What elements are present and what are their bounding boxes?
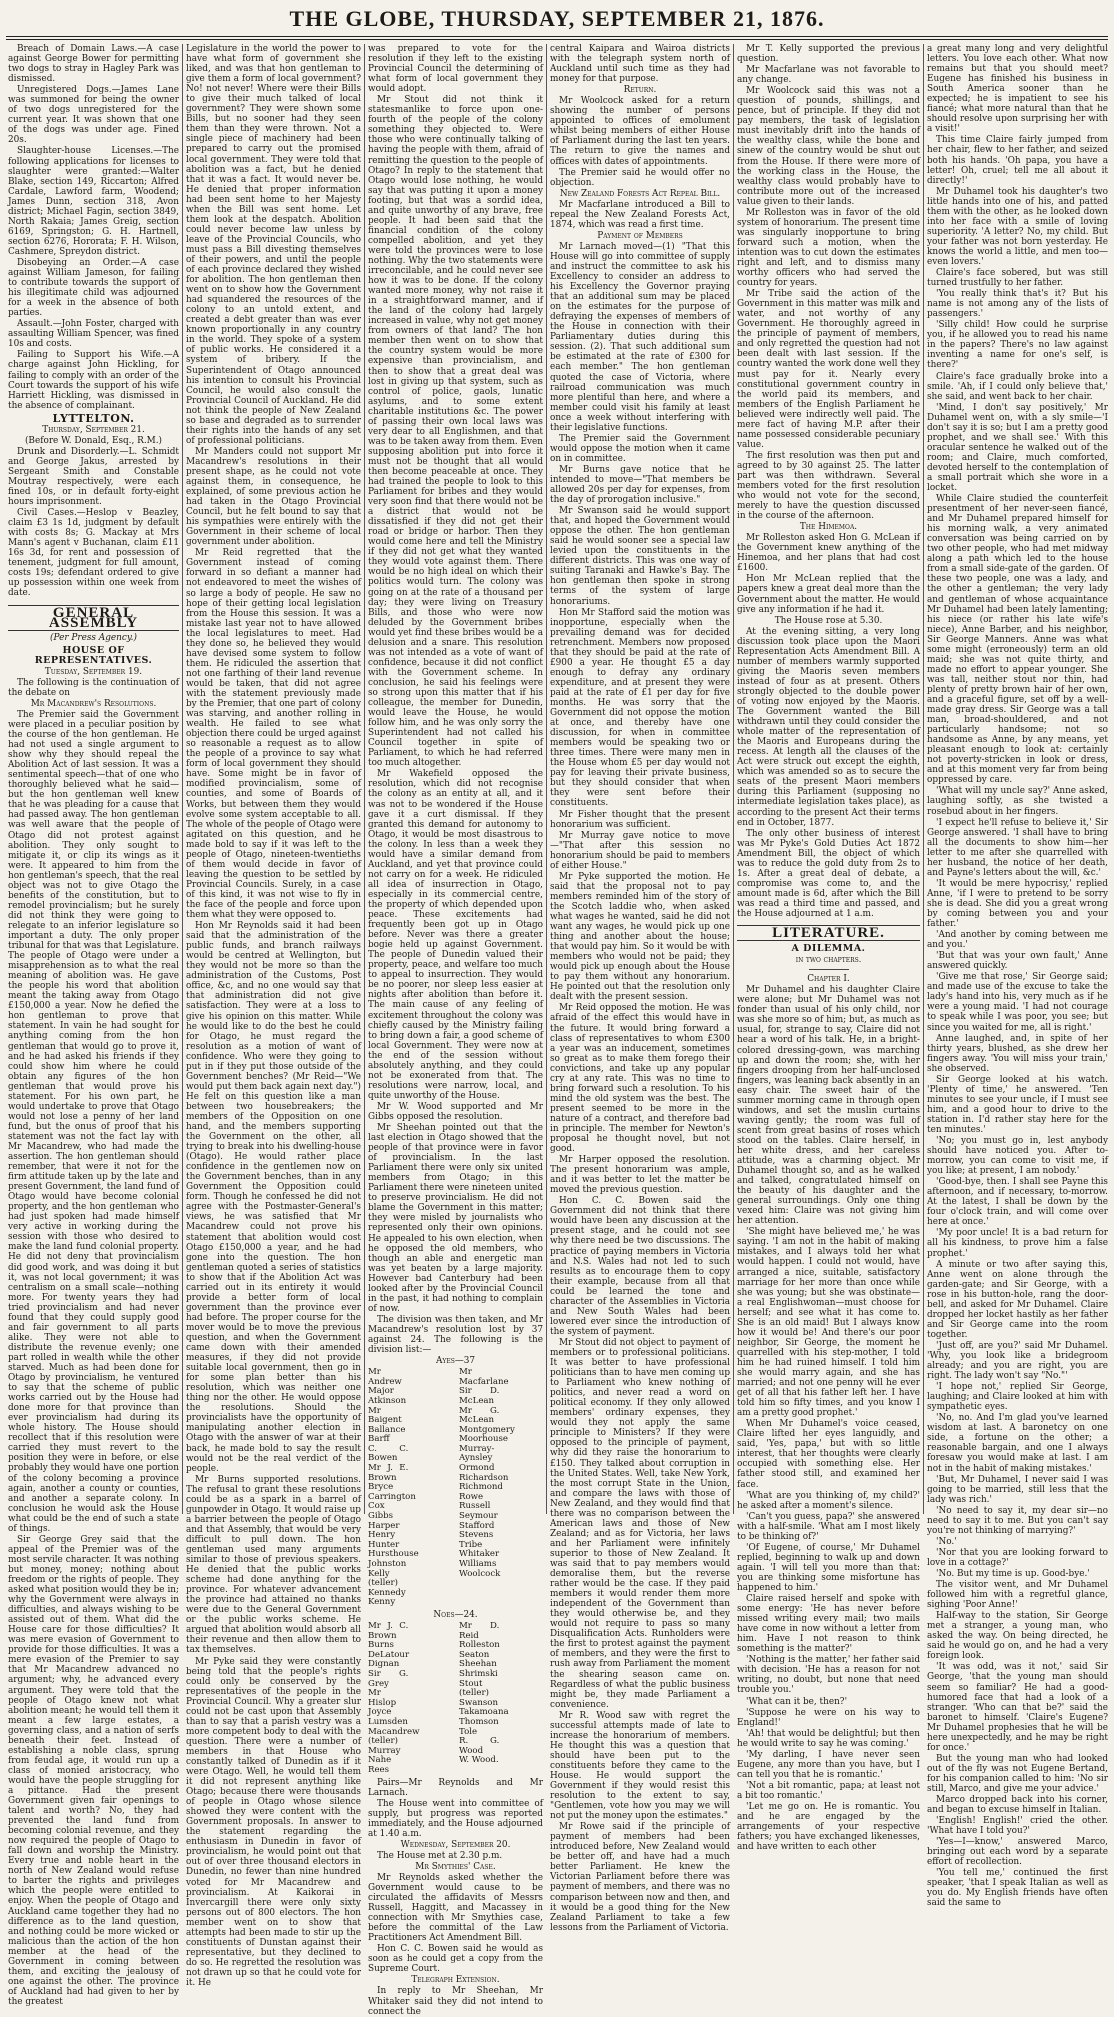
division-member: W. Wood. bbox=[459, 1755, 499, 1766]
debate-paragraph: Mr Rowe said if the principle of payment of members had been introduced before, New Zealand would be better off, and have had a much better Parliament. He knew the Victorian Parliament before there was payment of members, and there was no comparison between now and then, and it would be a good thing for the New Zealand Parliament to take a few lessons from the Parliament of Victoria. bbox=[550, 1822, 730, 1933]
division-member: Tole bbox=[459, 1726, 478, 1737]
ayes-left-column bbox=[368, 1368, 452, 1608]
division-member: Johnston bbox=[368, 1559, 407, 1570]
story-paragraph: 'Ah! that would be delightful; but then he would write to say he was coming.' bbox=[737, 1728, 920, 1749]
lyttelton-before: (Before W. Donald, Esq., R.M.) bbox=[24, 435, 163, 446]
debate-paragraph: Mr Fisher thought that the present honorarium was sufficient. bbox=[550, 809, 730, 830]
division-member: Barff bbox=[368, 1434, 390, 1445]
pairs-line: Pairs—Mr Reynolds and Mr Larnach. bbox=[368, 1777, 543, 1798]
division-member: Burns bbox=[368, 1640, 394, 1651]
division-member: Richmond bbox=[459, 1482, 503, 1493]
story-paragraph: 'No need to say it, my dear sir—no need to say it to me. But you can't say you're not thinking of marrying?' bbox=[927, 1505, 1108, 1536]
debate-paragraph: Mr Macfarlane introduced a Bill to repeal the New Zealand Forests Act, 1874, which was read a first time. bbox=[550, 199, 730, 230]
division-member: R. G. Wood bbox=[459, 1736, 500, 1756]
debate-paragraph: Mr Rolleston was in favor of the old system of honorarium. The present time was singularly inopportune to bring forward such a motion, when the intention was to cut down the estimates right and left, and to dismiss many worthy officers who had served the country for years. bbox=[737, 207, 920, 289]
debate-paragraph: Mr Stout did not think it statesmanlike to force upon one-fourth of the people of the colony something they objected to. Were those who were continually talking of having the people with them, afraid of remitting the question to the people of Otago? In reply to the statement that Otago would lose nothing, he would say that was putting it upon a money footing, but that was a sordid idea, and quite unworthy of any brave, free people. It had been said that the financial condition of the colony compelled abolition, and yet they were told the provinces were to lose nothing. Why the two statements were irreconcilable, and he could never see how it was to be done. If the colony wanted more money, why not raise it in a straightforward manner, and if the land of the colony had largely increased in value, why not get money from owners of that land? The hon member then went on to show that the country system would be more expensive than provincialism, and then to show that a great deal was lost in giving up that system, such as control of police, gaols, lunatic asylums, and to some extent charitable institutions &c. The power of passing their own local laws was very dear to all Englishmen, and that was to be taken away from them. Even supposing abolition put into force it must not be thought that all would then become peaceable at once. They had trained the people to look to this Parliament for bribes and they would very soon find that there would not be a district that would not be dissatisfied if they did not get their road or bridge or harbor. Then they would come here and tell the Ministry if they did not get what they wanted they would vote against them. There would be no high ideal on which their politics would turn. The colony was going on at the rate of a thousand per day; they were living on Treasury Bills, and those who were now deluded by the Government bribes would yet find these bribes would be a delusion and a snare. This resolution was not intended as a vote of want of confidence, because it did not conflict with the Government scheme. In conclusion, he said his feelings were so strong upon this matter that if his colleague, the member for Dunedin, would leave the House, he would follow him, and he was only sorry the Superintendent had not called his Council together in spite of Parliament, to which he had referred too much altogether. bbox=[368, 95, 543, 769]
court-item: Slaughter-house Licenses.—The following applications for licenses to slaughter were granted:—Walter Blake, section 149, Riccarton; Alfred Cardale, Lawford farm, Woodend; James Dunn, section 318, Avon district; Michael Fagin, section 3849, North Rakaia; James Greig, section 6169, Springston; G. H. Hartnell, section 6276, Hororata; F. H. Wilson, Cashmere, Spreydon district. bbox=[8, 146, 179, 257]
division-member: Sheehan bbox=[459, 1659, 497, 1670]
debate-paragraph: The Premier said the Government were placed in a peculiar position by the course of the hon gentleman. He had not used a single argument to show why they should repeal the Abolition Act of last session. It was a sentimental speech—that of one who thoroughly believed what he said—but the hon gentleman well knew that he was pleading for a cause that had passed away. The hon gentleman was well aware that the people of Otago did not protest against abolition. They only sought to mitigate it, or clip its wings as it were. It appeared to him from the hon gentleman's speech, that the real object was not to give Otago the benefits of the constitution, but to remodel provincialism; but he surely did not think they were going to relegate to an inferior legislature so important a duty. The only proper tribunal for that was that Legislature. The people of Otago were under a misapprehension as to what the real meaning of abolition was. He gave the people his word that abolition meant the taking away from Otago £150,000 a year. Now he defied the hon gentleman to prove that statement. In vain he had sought for anything coming from the hon gentleman that would go to prove it, and he had asked his friends if they could show him where he could obtain any figures of the hon gentleman that would prove his statement. For his own part, he would undertake to prove that Otago would not lose a penny of her land fund, but the onus of proof that his statement was not the fact lay with Mr Macandrew, who had made the assertion. The hon gentleman should remember, that were it not for the firm attitude taken up by the late and present Government, the land fund of Otago would have become colonial property, and the hon gentleman who had just spoken had made himself very active in working during the session with those who desired to make the land fund colonial property. He did not deny that provincialism did good work, and was doing it but it, was not local government; it was centralism on a small scale—nothing more. For twenty years they had tried provincialism and had never found that they could supply good and fair government to all parts alike. They were not able to distribute the revenue evenly; one part rolled in wealth while the other starved. Much as had been done for Otago by provincialism, he ventured to say that the scheme of public works carried out by the House had done more for that province than ever provincialism had during its whole history. The House should recollect that if this resolution were carried they must revert to the position they were in before, or else probably they would have one portion of the colony becoming a province again, another a county or counties, and another a separate colony. In conclusion he would ask the House what could be the end of such a state of things. bbox=[8, 709, 179, 1534]
story-paragraph: 'I expect he'll refuse to believe it,' Sir George answered. 'I shall have to bring all the documents to show him—her letter to me after she quarrelled with her husband, the notice of her death, and Payne's letters about the will, &c.' bbox=[927, 817, 1108, 878]
debate-paragraph: Legislature in the world the power to have what form of government she liked, and was that hon gentleman to give them a form of local government? No! not never! Where were their Bills to give their much talked of local government? They were shown some Bills, but no sooner had they seen them than they were thrown. Not a single piece of machinery had been prepared to carry out the promised local government. They were told that abolition was a fact, but he denied that it was a fact. It would never be. He denied that proper information had been sent home to her Majesty when the Bill was sent home. Let them look at the despatch. Abolition could never become law unless by leave of the Provincial Councils, who must pass a Bill divesting themselves of their powers, and until the people of each province declared they wished for abolition. The hon gentleman then went on to show how the Government had squandered the resources of the colony to an untold extent, and created a debt greater than was ever known proportionally in any country in the world. They spoke of a system of public works. He considered it a system of bribery. If the Superintendent of Otago announced his intention to consult his Provincial Council, he would also consult the Provincial Council of Auckland. He did not think the people of New Zealand so base and degraded as to surrender their rights into the hands of any set of professional politicians. bbox=[186, 44, 361, 446]
court-item: Disobeying an Order.—A case against William Jameson, for failing to contribute towards the support of his illegitimate child was adjourned for a week in the absence of both parties. bbox=[8, 257, 179, 319]
chapter-heading: Chapter I. bbox=[807, 974, 850, 985]
division-member: Murray-Aynsley bbox=[459, 1443, 495, 1464]
court-item: Breach of Domain Laws.—A case against George Bower for permitting two dogs to stray in Hagley Park was dismissed. bbox=[8, 44, 179, 85]
debate-paragraph: The House met at 2.30 p.m. bbox=[377, 1850, 503, 1861]
division-member: Rowe bbox=[459, 1491, 484, 1502]
debate-paragraph: Hon C. C. Bowen said the Government did not think that there would have been any discussion at the present stage, and he could not see why there need be two discussions. The practice of paying members in Victoria and N.S. Wales had not led to such results as to encourage them to copy their example, because from all that could be learned the tone and character of the Assemblies in Victoria and New South Wales had been lowered ever since the introduction of the system of payment. bbox=[550, 1196, 730, 1337]
column-2 bbox=[186, 44, 361, 1988]
divider bbox=[809, 969, 849, 970]
debate-paragraph: Mr R. Wood saw with regret the successful attempts made of late to increase the honorarium of members. He thought this was a question that should have been put to the constituents before they came to the House. He would support the Government if they would resist this resolution to the extent to say, "Gentlemen, vote how you may we will not put the money upon the estimates." bbox=[550, 1710, 730, 1822]
division-member: Mr Macfarlane bbox=[459, 1367, 509, 1387]
division-member: Whitaker bbox=[459, 1549, 500, 1560]
debate-intro: The following is the continuation of the debate on bbox=[8, 677, 179, 698]
division-member: Moorhouse bbox=[459, 1434, 508, 1445]
ayes-list bbox=[368, 1368, 543, 1608]
division-member: Tribe bbox=[459, 1539, 483, 1550]
story-paragraph: 'Mind, I don't say positively,' Mr Duhamel went on, with a sly smile—'I don't say it is so; but I am a pretty good prophet, and we shall see.' With this oracular sentence he walked out of the room; and Claire, much comforted, devoted herself to the contemplation of a small portrait which she wore in a locket. bbox=[927, 402, 1108, 494]
division-member: Mr D. Reid bbox=[459, 1621, 500, 1641]
story-paragraph: Claire raised herself and spoke with some energy: 'He has never before missed writing every mail; two mails have come in now without a letter from him. Have I not reason to think something is the matter?' bbox=[737, 1594, 920, 1655]
story-paragraph: 'English! English!' cried the other. 'What have I told you?' bbox=[927, 1816, 1108, 1837]
story-paragraph: 'Not a bit romantic, papa; at least not a bit too romantic.' bbox=[737, 1780, 920, 1801]
smythies-heading: Mr Smythies' Case. bbox=[415, 1861, 496, 1872]
division-member: Carrington bbox=[368, 1491, 416, 1502]
story-paragraph: 'You really think that's it? But his name is not among any of the lists of passengers.' bbox=[927, 289, 1108, 320]
debate-paragraph: The division was then taken, and Mr Macandrew's resolution lost by 37 against 24. The following is the division list:— bbox=[368, 1314, 543, 1356]
debate-paragraph: Mr Burns supported resolutions. The refusal to grant these resolutions could be as a spark in a barrel of gunpowder in Otago. It would raise up a barrier between the people of Otago and that Assembly, that would be very difficult to pull down. The hon gentleman used many arguments similar to those of previous speakers. He denied that the public works scheme had done anything for the province. For whatever advancement the province had attained no thanks were due to the General Government or the public works scheme. He argued that abolition would absorb all their revenue and then allow them to tax themselves. bbox=[186, 1474, 361, 1656]
division-member: Hunter bbox=[368, 1539, 400, 1550]
division-member: Ballance bbox=[368, 1424, 406, 1435]
story-subtitle: in two chapters. bbox=[795, 955, 862, 965]
press-agency-note: (Per Press Agency.) bbox=[50, 632, 137, 643]
debate-paragraph: Mr T. Kelly supported the previous question. bbox=[737, 44, 920, 65]
story-paragraph: 'No, no. And I'm glad you've learned wisdom at last. A baronetcy on one side, a fortune on the other; a reasonable bargain, and one I always foresaw you would make at last. I am not in the habit of making mistakes.' bbox=[927, 1413, 1108, 1474]
ayes-right-column bbox=[459, 1368, 543, 1608]
debate-paragraph: Mr Stout did not object to payment of members or to professional politicians. It was better to have professional politicians than to have men coming up to Parliament who knew nothing of politics, and never read a word on political economy. If they only allowed members' ordinary expenses, they would they not apply the same principle to Ministers? If they were opposed to the principle of payment, why did they raise the honorarium to £150. They talked about corruption in the United States. Well, take New York, the most corrupt State in the Union, and compare the laws with those of New Zealand, and they would find that there was no comparison between the American laws and those of New Zealand; and as for Victoria, her laws and her Parliament were infinitely superior to those of New Zealand. It was said that to pay members would demoralise them, but the reverse rather would be the case. If they paid members it would render them more independent of the Government than they would otherwise be, and they would not require to pass so many Disqualification Acts. Runholders were the first to protest against the payment of members, and they were the first to rush away from Parliament the moment the shearing season came on. Regardless of what the public business might be, they made Parliament a convenience. bbox=[550, 1337, 730, 1710]
debate-paragraph: Mr W. Wood supported and Mr Gibbs opposed the resolution. bbox=[368, 1101, 543, 1122]
story-paragraph: Marco dropped back into his corner, and began to excuse himself in Italian. bbox=[927, 1795, 1108, 1816]
debate-paragraph: Mr Woolcock asked for a return showing the number of persons appointed to offices of emolument whilst being members of either House of Parliament during the last ten years. The return to give the names and offices with dates of appointments. bbox=[550, 96, 730, 167]
column-divider bbox=[923, 44, 924, 1514]
division-member: Stout (teller) bbox=[459, 1678, 489, 1699]
division-member: Cox bbox=[368, 1501, 385, 1512]
column-5 bbox=[737, 44, 920, 1853]
column-1 bbox=[8, 44, 179, 2007]
debate-paragraph: The House went into committee of supply, but progress was reported immediately, and the House adjourned at 1.40 a.m. bbox=[368, 1798, 543, 1839]
division-member: Major Atkinson bbox=[368, 1386, 407, 1406]
column-divider bbox=[364, 44, 365, 1514]
story-paragraph: 'Let me go on. He is romantic. You and he are engaged by the arrangements of your respective fathers; you have exchanged likenesses, and have written to each other bbox=[737, 1801, 920, 1853]
house-date: Tuesday, September 19. bbox=[44, 666, 143, 677]
masthead bbox=[0, 6, 1114, 36]
division-member: Murray bbox=[368, 1745, 401, 1756]
masthead-rule bbox=[6, 36, 1108, 40]
story-title: A DILEMMA. bbox=[791, 943, 866, 955]
debate-paragraph: Hon Mr Stafford said the motion was inopportune, especially when the prevailing demand was for decided retrenchment. Members now proposed that they should be paid at the rate of £900 a year. He thought £5 a day enough to defray any ordinary expenditure, and at present they were paid at the rate of £1 per day for five months. He was sorry that the Government did not oppose the motion at once, and thereby have one discussion, for when in committee members would be speaking two or three times. There were many men in the House whom £5 per day would not pay for leaving their private business, but they should consider that when they were sent before their constituents. bbox=[550, 607, 730, 809]
division-member: Bryce bbox=[368, 1482, 394, 1493]
story-paragraph: Anne laughed, and, in spite of her thirty years, blushed, as she drew her fingers away. 'You will miss your train,' she observed. bbox=[927, 1033, 1108, 1074]
debate-paragraph: Sir George Grey said that the appeal of the Premier was of the most servile character. It was nothing but money, money; nothing about freedom or the rights of people. They asked what position would they be in; why the Government were always in difficulties, and always wishing to be assisted out of them. What did the House care for those difficulties? It was mere evasion of Government to provide for those difficulties. It was a mere evasion of the Premier to say that Mr Macandrew advanced no argument; why, he advanced every argument. They were told that the people of Otago knew not what abolition meant; he would tell them it meant a few large estates, a governing class, and a nation of serfs beneath their feet. Instead of establishing a noble class, sprung from feudal age, it would run up a class of monied aristocracy, who would have the people struggling for a pittance. Had the present Government given fair openings to talent and worth? No, they had prevented the land fund from becoming colonial revenue, and they now required the people of Otago to fall down and worship the Ministry. Every true and noble heart in the north of New Zealand would refuse to barter the rights and privileges which the people were entitled to enjoy. When the people of Otago and Auckland came together they had no difference as to the land question, and nothing could be more wicked or malicious than the action of the hon member at the head of the Government in coming between them, and exciting the jealousy of one against the other. The province of Auckland had had given to her by the greatest bbox=[8, 1534, 179, 2007]
court-item: Drunk and Disorderly.—L. Schmidt and George Jakus, arrested by Sergeant Smith and Constable Moutray respectively, were each fined 10s, or in default forty-eight hours imprisonment. bbox=[8, 446, 179, 508]
debate-paragraph: The only other business of interest was Mr Pyke's Gold Duties Act 1872 Amendment Bill, the object of which was to reduce the gold duty from 2s to 1s. After a great deal of debate, a compromise was come to, and the amount made is 6d, after which the Bill was read a third time and passed, and the House adjourned at 1 a.m. bbox=[737, 828, 920, 919]
division-member: Richardson bbox=[459, 1472, 509, 1483]
division-member: Henry bbox=[368, 1530, 396, 1541]
debate-paragraph: Mr Tribe said the action of the Government in this matter was milk and water, and not worthy of any Government. He thoroughly agreed in the principle of payment of members, and only regretted the question had not been dealt with last session. If the country wanted the work done well they must pay for it. Nearly every constitutional government country in the world paid its members, and members of the English Parliament he believed were indirectly well paid. The mere fact of having M.P. after their name possessed considerable pecuniary value. bbox=[737, 289, 920, 450]
division-member: Shrimski bbox=[459, 1669, 498, 1679]
debate-paragraph: At the evening sitting, a very long discussion took place upon the Maori Representation Acts Amendment Bill. A number of members warmly supported giving the Maoris seven members instead of four as at present. Others strongly objected to the double power of voting now enjoyed by the Maoris. The Government wanted the Bill withdrawn until they could consider the whole matter of the representation of the Maoris and Europeans during the recess. At length all the clauses of the Act were struck out except the eighth, which was amended so as to secure the seats of the present Maori members during this Parliament (supposing no intermediate legislation takes place), as according to the present Act their terms end in October, 1877. bbox=[737, 626, 920, 828]
division-member: Seaton bbox=[459, 1649, 490, 1660]
ayes-heading: Ayes—37 bbox=[435, 1356, 476, 1367]
wednesday-date: Wednesday, September 20. bbox=[400, 1839, 511, 1850]
column-divider bbox=[546, 44, 547, 1514]
column-3 bbox=[368, 44, 543, 2017]
story-paragraph: 'Of Eugene, of course,' Mr Duhamel replied, beginning to walk up and down again. 'I will tell you more than that: you are thinking some misfortune has happened to him.' bbox=[737, 1542, 920, 1593]
division-member: Kenny bbox=[368, 1597, 396, 1608]
story-paragraph: Half-way to the station, Sir George met a stranger, a young man, who asked the way. On being directed, he said he would go on, and he had a very foreign look. bbox=[927, 1611, 1108, 1662]
debate-paragraph: Mr Reynolds asked whether the Government would cause to be circulated the affidavits of Messrs Russell, Haggitt, and Macassey in connection with Mr Smythies case, before the committal of the Law Practitioners Act Amendment Bill. bbox=[368, 1872, 543, 1944]
division-member: Woolcock bbox=[459, 1568, 501, 1579]
division-member: C. C. Bowen bbox=[368, 1443, 409, 1464]
debate-paragraph: Mr Rolleston asked Hon G. McLean if the Government knew anything of the Hinemoa, and her plans that had cost £1600. bbox=[737, 533, 920, 574]
story-paragraph: 'What can it be, then?' bbox=[746, 1696, 848, 1707]
court-item: Unregistered Dogs.—James Lane was summoned for being the owner of two dogs unregistered for the current year. It was shown that one of the dogs was under age. Fined 20s. bbox=[8, 85, 179, 146]
division-member: Rees bbox=[368, 1764, 390, 1775]
debate-paragraph: Hon Mr McLean replied that the papers knew a great deal more than the Government about the matter. He would give any information if he had it. bbox=[737, 574, 920, 615]
division-member: Takamoana bbox=[459, 1707, 509, 1718]
court-item: Assault.—John Foster, charged with assaulting William Spencer, was fined 10s and costs. bbox=[8, 319, 179, 350]
story-paragraph: 'I hope not,' replied Sir George, laughing; and Claire looked at him with sympathetic eyes. bbox=[927, 1382, 1108, 1413]
story-paragraph: The visitor went, and Mr Duhamel followed him with a regretful glance, sighing 'Poor Anne!' bbox=[927, 1580, 1108, 1611]
resolutions-heading: Mr Macandrew's Resolutions. bbox=[30, 698, 157, 709]
court-item: Failing to Support his Wife.—A charge against John Hickling, for failing to comply with an order of the Court towards the support of his wife Harriett Hickling, was dismissed in the absence of complainant. bbox=[8, 350, 179, 411]
story-paragraph: 'Silly child! How could he surprise you, if he allowed you to read his name in the papers? There's no law against inventing a name for one's self, is there?' bbox=[927, 320, 1108, 371]
story-paragraph: 'What will my uncle say?' Anne asked, laughing softly, as she twisted a rosebud about in her fingers. bbox=[927, 786, 1108, 817]
himemoa-heading: The Himemoa. bbox=[799, 522, 858, 533]
lyttelton-heading: LYTTELTON. bbox=[52, 411, 135, 425]
payment-heading: Payment of Members bbox=[597, 230, 683, 241]
return-heading: Return. bbox=[623, 85, 657, 96]
column-divider bbox=[733, 44, 734, 1514]
debate-paragraph: The Premier said the Government would oppose the motion when it came on in committee. bbox=[550, 433, 730, 464]
story-paragraph: 'What are you thinking of, my child?' he asked after a moment's silence. bbox=[737, 1490, 920, 1511]
debate-paragraph: In reply to Mr Sheehan, Mr Whitaker said they did not intend to connect the bbox=[368, 1986, 543, 2017]
debate-paragraph: central Kaipara and Wairoa districts with the telegraph system north of Auckland until such time as they had money for that purpose. bbox=[550, 44, 730, 85]
division-member: Thomson bbox=[459, 1716, 499, 1727]
division-member: Sir G. Grey bbox=[368, 1669, 409, 1689]
division-member: Russell bbox=[459, 1501, 491, 1512]
adjourn-line: The House rose at 5.30. bbox=[774, 615, 883, 626]
story-paragraph: 'It was odd, was it not,' said Sir George, 'that the young man should seem so familiar? He had a good-humored face that had a look of a stranger. 'Who can that be?' said the baronet to himself. 'Claire's Eugene? Mr Duhamel prophesies that he will be here unexpectedly, and he may be right for once.' bbox=[927, 1662, 1108, 1753]
debate-paragraph: Mr Macfarlane was not favorable to any change. bbox=[737, 65, 920, 86]
division-member: Macandrew (teller) bbox=[368, 1726, 420, 1747]
story-paragraph: 'But, Mr Duhamel, I never said I was going to be married, still less that the lady was rich.' bbox=[927, 1474, 1108, 1505]
debate-paragraph: Mr Reid regretted that the Government instead of coming forward in so defiant a manner had not endeavored to meet the wishes of so large a body of people. He saw no hope of their getting local legislation from the House this session. It was a mistake last year not to have allowed the local legislatures to meet. Had they done so, he believed they would have devised some system to follow them. He ridiculed the assertion that not one farthing of their land revenue would be taken, that did not agree with the statement previously made by the Premier, that one part of colony was starving, and another rolling in wealth. He failed to see what objection there could be urged against so reasonable a request as to allow the people of a province to say what form of local government they should have. Some might be in favor of modified provincialism, some of counties, and some of Boards of Works, but between them they would evolve some system acceptable to all. The whole of the people of Otago were agitated on this question, and he made bold to say if it was left to the people of Otago, nineteen-twentieths of them would decide in favor of leaving the question to be settled by Provincial Councils. Surely, in a case of this kind, it was not wise to fly in the face of the people and force upon them what they were opposed to. bbox=[186, 548, 361, 921]
debate-paragraph: Mr Larnach moved—(1) "That this House will go into committee of supply and instruct the committee to ask his Excellency to consider an address to his Excellency the Governor praying that an additional sum may be placed on the estimates for the purpose of defraying the expenses of members of the House in connection with their Parliamentary duties during this session. (2). That such additional sum be estimated at the rate of £300 for each member." The hon gentleman quoted the case of Victoria, where railroad communication was much more plentiful than here, and where a member could visit his family at least once a week without interfering with their legislative functions. bbox=[550, 241, 730, 433]
debate-paragraph: Mr Burns gave notice that he intended to move—"That members be allowed 20s per day for expenses, from the day of prorogation inclusive." bbox=[550, 464, 730, 506]
story-paragraph: Sir George looked at his watch. 'Plenty of time,' he answered. 'Ten minutes to see your uncle, if I must see him, and a good hour to drive to the station in. I'd rather stay here for the ten minutes.' bbox=[927, 1074, 1108, 1135]
debate-paragraph: was prepared to vote for the resolution if they left to the existing Provincial Council the determining of what form of local government they would adopt. bbox=[368, 44, 543, 95]
story-paragraph: a great many long and very delightful letters. You love each other. What now remains but that you should meet? Eugene has finished his business in South America sooner than he expected; he is impatient to see his fiancé; what more natural than that he should resolve upon surprising her with a visit!' bbox=[927, 44, 1108, 135]
division-member: Sir D. McLean bbox=[459, 1386, 500, 1406]
story-paragraph: Claire's face sobered, but was still turned trustfully to her father. bbox=[927, 268, 1108, 289]
story-paragraph: Mr Duhamel and his daughter Claire were alone; but Mr Duhamel was not fonder than usual of his only child, nor was she more so of him; but, as much as usual, for, strange to say, Claire did not hear a word of his talk. He, in a bright-colored dressing-gown, was marching up and down the room; she, with her fingers drooping from her half-unclosed fingers, was leaning back absently in an easy chair. The sweet hair of the summer morning came in through open windows, and set the muslin curtains waving gently; the room was full of scent from great basins of roses which stood on the tables. Claire herself, in her white dress, and her careless attitude, was a charming object. Mr Duhamel thought so, and as he walked and talked, congratulated himself on the beauty of his daughter and the general surroundings. Only one thing vexed him: Claire was not giving him her attention. bbox=[737, 985, 920, 1227]
story-paragraph: 'No; you must go in, lest anybody should have noticed you. After to-morrow, you can come to visit me, if you like; at present, I am nobody.' bbox=[927, 1136, 1108, 1177]
story-paragraph: 'And another by coming between me and you.' bbox=[927, 930, 1108, 951]
masthead-title: THE GLOBE, THURSDAY, SEPTEMBER 21, 1876. bbox=[289, 6, 825, 31]
column-6 bbox=[927, 44, 1108, 1909]
debate-paragraph: The first resolution was then put and agreed to by 30 against 25. The latter part was then withdrawn. Several members voted for the first resolution who would not vote for the second, merely to have the question discussed in the course of the afternoon. bbox=[737, 450, 920, 522]
division-member: Williams bbox=[459, 1559, 497, 1570]
division-member: Mr Hislop bbox=[368, 1688, 397, 1708]
division-member: Nahe bbox=[368, 1755, 392, 1766]
noes-right-column bbox=[459, 1622, 543, 1776]
lyttelton-date: Thursday, September 21. bbox=[42, 424, 145, 435]
story-paragraph: But the young man who had looked out of the fly was not Eugene Bertand, for his companion called to him: 'No sir still, Marco, and give me your advice.' bbox=[927, 1753, 1108, 1794]
noes-left-column bbox=[368, 1622, 452, 1776]
division-member: Gibbs bbox=[368, 1511, 394, 1522]
debate-paragraph: Mr Pyke said they were constantly being told that the people's rights could only be conserved by the representatives of the people in the Provincial Council. Why a greater slur could not be cast upon that Assembly than to say that a parish vestry was a more competent body to deal with the question. There were a number of members in that House who constantly talked of Dunedin as if it were Otago. Well, he would tell them it did not represent anything like Otago; because there were thousands of people in Otago whose silence showed they were content with the Government proposals. In answer to the statement regarding the enthusiasm in Dunedin in favor of provincialism, he would point out that out of over three thousand electors in Dunedin, no fewer than nine hundred voted for Mr Macandrew and provincialism. At Kaikorai in Invercargill there were only sixty persons out of 800 electors. The hon member went on to show that attempts had been made to stir up the constituents of Dunstan against their representative, but they declined to do so. He regretted the resolution was not drawn up so that he could vote for it. He bbox=[186, 1656, 361, 1988]
literature-heading: LITERATURE. bbox=[737, 925, 920, 941]
debate-paragraph: Mr Pyke supported the motion. He said that the proposal not to pay members reminded him of the story of the Scotch laddie who, when asked what wages he wanted, said he did not want any wages, he would pick up one thing and another about the house; that would pay him. So it would be with members who would not be paid; they would pick up enough about the House to pay them without any honorarium. He pointed out that the resolution only dealt with the present session. bbox=[550, 871, 730, 1003]
story-paragraph: 'But that was your own fault,' Anne answered quickly. bbox=[927, 951, 1108, 972]
story-paragraph: 'My poor uncle! It is a bad return for all his kindness, to prove him a false prophet.' bbox=[927, 1228, 1108, 1259]
division-member: Joyce bbox=[368, 1707, 392, 1718]
story-paragraph: While Claire studied the counterfeit presentment of her never-seen fiancé, and Mr Duhamel prepared himself for his morning walk, a very animated conversation was being carried on by two other people, who had met midway along a path which led to the house from a small side-gate of the garden. Of these two people, one was a lady, and the other a gentleman; the very lady and gentleman of whose acquaintance Mr Duhamel had been lately lamenting; his niece (or rather his late wife's niece), Anne Barber, and his neighbor, Sir George Manners. Anne was what some might (erroneously) term an old maid; she was not quite thirty, and made no effort to appear younger. She was tall, neither stout nor thin, had plenty of pretty brown hair of her own, and a graceful figure, set off by a well-made gray dress. Sir George was a tall man, broad-shouldered, and not particularly handsome; not so handsome as Anne, by any means, yet pleasant enough to look at: certainly not poverty-stricken in look or dress, and at this moment very far from being oppressed by care. bbox=[927, 494, 1108, 786]
story-paragraph: 'My darling, I have never seen Eugene, any more than you have, but I can tell you that he is romantic.' bbox=[737, 1749, 920, 1780]
debate-paragraph: Hon C. C. Bowen said he would as soon as he could get a copy from the Supreme Court. bbox=[368, 1944, 543, 1975]
debate-paragraph: Mr Reid opposed the motion. He was afraid of the effect this would have in the future. It would bring forward a class of representatives to whom £300 a year was an inducement, sometimes so great as to make them forego their convictions, and take up any popular cry at any rate. This was no time to bring forward such a resolution. To his mind the old system was the best. The present seemed to be more in the nature of a contract, and therefore bad in principle. The member for Newton's proposal he thought novel, but not good. bbox=[550, 1003, 730, 1155]
story-paragraph: This time Claire fairly jumped from her chair, flew to her father, and seized both his hands. 'Oh papa, you have a letter! Oh, cruel; tell me all about it directly!' bbox=[927, 135, 1108, 186]
debate-paragraph: Mr Swanson said he would support that, and hoped the Government would oppose the other. The hon gentleman said he would sooner see a special law levied upon the constituents in the different districts. This was one way of suiting Taranaki and Hawke's Bay. The hon gentleman then spoke in strong terms of the system of large honorariums. bbox=[550, 506, 730, 607]
story-paragraph: 'Good-bye, then. I shall see Payne this afternoon, and if necessary, to-morrow. At the latest, I shall be down by the four o'clock train, and will come over here at once.' bbox=[927, 1177, 1108, 1228]
noes-list bbox=[368, 1622, 543, 1776]
division-member: Mr Baigent bbox=[368, 1405, 402, 1426]
story-paragraph: A minute or two after saying this, Anne went on alone through the garden-gate; and Sir George, with a rose in his button-hole, rang the door-bell, and asked for Mr Duhamel. Claire dropped her locket hastily as her father and Sir George came into the room together. bbox=[927, 1259, 1108, 1340]
debate-paragraph: Mr Manders could not support Mr Macandrew's resolutions in their present shape, as he could not vote against them, in consequence, he explained, of some previous action he had taken in the Otago Provincial Council, but he felt bound to say that his sympathies were entirely with the Government in their scheme of local government under abolition. bbox=[186, 446, 361, 548]
story-paragraph: 'Nothing is the matter,' her father said with decision. 'He has a reason for not writing, no doubt, but none that need trouble you.' bbox=[737, 1655, 920, 1696]
division-member: Harper bbox=[368, 1520, 400, 1531]
division-member: Mr J. C. Brown bbox=[368, 1621, 409, 1641]
division-member: Hursthouse bbox=[368, 1549, 419, 1560]
column-divider bbox=[182, 44, 183, 1514]
story-paragraph: 'Suppose he were on his way to England!' bbox=[737, 1707, 920, 1728]
division-member: Ormond bbox=[459, 1463, 495, 1474]
division-member: DeLatour bbox=[368, 1649, 410, 1660]
story-paragraph: 'She might have believed me,' he was saying. 'I am not in the habit of making mistakes, and I always told her what would happen. I could not would, have arranged a nice, suitable, satisfactory marriage for her more than once while she was young; but she was obstinate—a real Englishwoman—must choose for herself; and see what it has come to. She is an old maid! But I always know how it would be! And there's our poor neighbor, Sir George, the moment he quarrelled with his step-mother, I told him he had ruined himself. I told him she would marry again, and she has married; and not one penny will he ever get of all that his father left her. I have told him so fifty times, and you know I am a pretty good prophet.' bbox=[737, 1227, 920, 1419]
division-member: Montgomery bbox=[459, 1424, 515, 1435]
division-member: Kelly (teller) bbox=[368, 1568, 398, 1589]
noes-heading: Noes—24. bbox=[433, 1609, 478, 1620]
debate-paragraph: Hon Mr Reynolds said it had been said that the administration of the public funds, and branch railways would be centred at Wellington, but they would not be more so than the administration of the Customs, Post office, &c, and no one would say that that administration did not give satisfaction. They were at a loss to give his opinion on this matter. While he would like to do the best he could for Otago, he must regard the resolution as a motion of want of confidence. Who were they going to put in if they put those outside of the Government benches? (Mr Reid—"We would put them back again next day.") He felt on this question like a man between two housebreakers; the members of the Opposition on one hand, and the members supporting the Government on the other, all trying to break into his dwelling-house (Otago). He would rather place confidence in the gentlemen now on the Government benches, than in any Government the Opposition could form. Though he confessed he did not agree with the Postmaster-General's views, he was satisfied that Mr Macandrew could not prove his statement that abolition would cost Otago £150,000 a year, and he had gone into the question. The hon gentleman quoted a series of statistics to show that if the Abolition Act was carried out in its entirety it would provide a better form of local government than the province ever had before. The proper course for the mover would be to move the previous question, and when the Government came down with their amended measures, if they did not provide suitable local government, then go in for some plan better than his resolution, which was neither one thing nor the other. He would oppose the resolutions. Should the provincialists have the opportunity of manipulating another election in Otago with the answer of war at their back, he made bold to say the result would not be the real verdict of the people. bbox=[186, 921, 361, 1474]
division-member: Kennedy bbox=[368, 1587, 406, 1598]
story-paragraph: 'Just off, are you?' said Mr Duhamel. 'Why, you look like a bridegroom already; and you are right, you are right. The lady won't say "No."' bbox=[927, 1340, 1108, 1382]
story-paragraph: 'You tell me,' continued the first speaker, 'that I speak Italian as well as you do. My English friends have often said the same to bbox=[927, 1868, 1108, 1909]
debate-paragraph: Mr Woolcock said this was not a question of pounds, shillings, and pence, but of principle. If they did not pay members, the task of legislation must inevitably drift into the hands of the wealthy class, while the bone and sinew of the country would be shut out from the House. If there were more of the working class in the House, the wealthy class would probably have to contribute more out of the increased value given to their lands. bbox=[737, 86, 920, 207]
story-paragraph: Claire's face gradually broke into a smile. 'Ah, if I could only believe that,' she said, and went back to her chair. bbox=[927, 371, 1108, 402]
debate-paragraph: The Premier said he would offer no objection. bbox=[550, 167, 730, 188]
division-member: Mr J. E. Brown bbox=[368, 1463, 409, 1483]
forests-heading: New Zealand Forests Act Repeal Bill. bbox=[559, 188, 721, 199]
debate-paragraph: Mr Harper opposed the resolution. The present honorarium was ample, and it was better to let the matter be moved the previous question. bbox=[550, 1155, 730, 1196]
division-member: Dignan bbox=[368, 1659, 400, 1670]
story-paragraph: 'Can't you guess, papa?' she answered with a half-smile. 'What am I most likely to be thinking of?' bbox=[737, 1511, 920, 1542]
court-item: Civil Cases.—Heslop v Beazley, claim £3 1s 1d, judgment by default with costs 8s; G. Mackay at Mrs Mann's agent v Buchanan, claim £11 16s 3d, for rent and possession of tenement, judgment for full amount, costs 19s; defendant ordered to give up possession within one week from date. bbox=[8, 508, 179, 599]
division-member: Swanson bbox=[459, 1697, 499, 1708]
story-paragraph: Mr Duhamel took his daughter's two little hands into one of his, and patted them with the other, as he looked down into her face with a smile of loving superiority. 'A letter? No, my child. But your father was not born yesterday. He knows the world a little, and men too—even lovers.' bbox=[927, 186, 1108, 267]
house-heading: HOUSE OF REPRESENTATIVES. bbox=[34, 644, 153, 666]
story-paragraph: When Mr Duhamel's voice ceased, Claire lifted her eyes languidly, and said, 'Yes, papa,' but with so little interest, that her thoughts were clearly occupied with something else. Her father stood still, and examined her face. bbox=[737, 1419, 920, 1490]
story-paragraph: 'Nor that you are looking forward to love in a cottage?' bbox=[927, 1547, 1108, 1568]
story-paragraph: 'No.' bbox=[936, 1536, 957, 1547]
debate-paragraph: Mr Sheehan pointed out that the last election in Otago showed that the people of that province were in favor of provincialism. In the last Parliament there were only six united members from Otago; in this Parliament there were nineteen united to preserve provincialism. He did not blame the Government in this matter; they were misled by journalists who represented only their own opinions. He appealed to his own election, when he opposed the old members, who though an able and energetic man was yet beaten by a large majority. However bad Canterbury had been looked after by the Provincial Council in the past, it had nothing to complain of now. bbox=[368, 1123, 543, 1314]
general-assembly-heading: GENERAL ASSEMBLY bbox=[8, 605, 179, 631]
division-member: Mr G. McLean bbox=[459, 1405, 500, 1426]
division-member: Lumsden bbox=[368, 1716, 408, 1727]
division-member: Rolleston bbox=[459, 1640, 500, 1651]
telegraph-heading: Telegraph Extension. bbox=[411, 1975, 500, 1986]
story-paragraph: 'Yes—I—know,' answered Marco, bringing out each word by a separate effort of recollection. bbox=[927, 1837, 1108, 1868]
story-paragraph: 'It would be mere hypocrisy,' replied Anne, 'if I were to pretend to be sorry she is dead. She did you a great wrong by coming between you and your father.' bbox=[927, 878, 1108, 930]
story-paragraph: 'No. But my time is up. Good-bye.' bbox=[936, 1568, 1090, 1579]
story-paragraph: 'Give me that rose,' Sir George said; and made use of the excuse to take the lady's hand into his, very much as if he were a young maid. 'I had not courage to speak while I was poor, you see; but since you waited for me, all is right.' bbox=[927, 972, 1108, 1033]
debate-paragraph: Mr Wakefield opposed the resolution, which did not recognise the colony as an entity at all, and it was not to be wondered if the House gave it a curt dismissal. If they granted this demand for autonomy to Otago, it would be most disastrous to the colony. In less than a week they would have a similar demand from Auckland, and yet that province could not carry on for a week. He ridiculed all idea of insurrection in Otago, especially in its commercial centre, the property of which depended upon peace. These excitements had frequently been got up in Otago before. Never was there a greater bogie held up against Government. The people of Dunedin valued their property, peace, and welfare too much to appeal to insurrection. They would be no poorer, nor sleep less easier at nights after abolition than before it. The main cause of any feeling of excitement throughout the colony was chiefly caused by the Ministry failing to bring down a fair, a good scheme of local Government. They were now at the end of the session without absolutely anything, and they could not be exonerated from that. The resolutions were narrow, local, and quite unworthy of the House. bbox=[368, 769, 543, 1101]
division-member: Stafford bbox=[459, 1520, 495, 1531]
division-member: Seymour bbox=[459, 1511, 498, 1522]
debate-paragraph: Mr Murray gave notice to move—"That after this session no honorarium should be paid to members of either House." bbox=[550, 830, 730, 871]
column-4 bbox=[550, 44, 730, 1933]
division-member: Mr Andrew bbox=[368, 1367, 402, 1387]
division-member: Stevens bbox=[459, 1530, 494, 1541]
